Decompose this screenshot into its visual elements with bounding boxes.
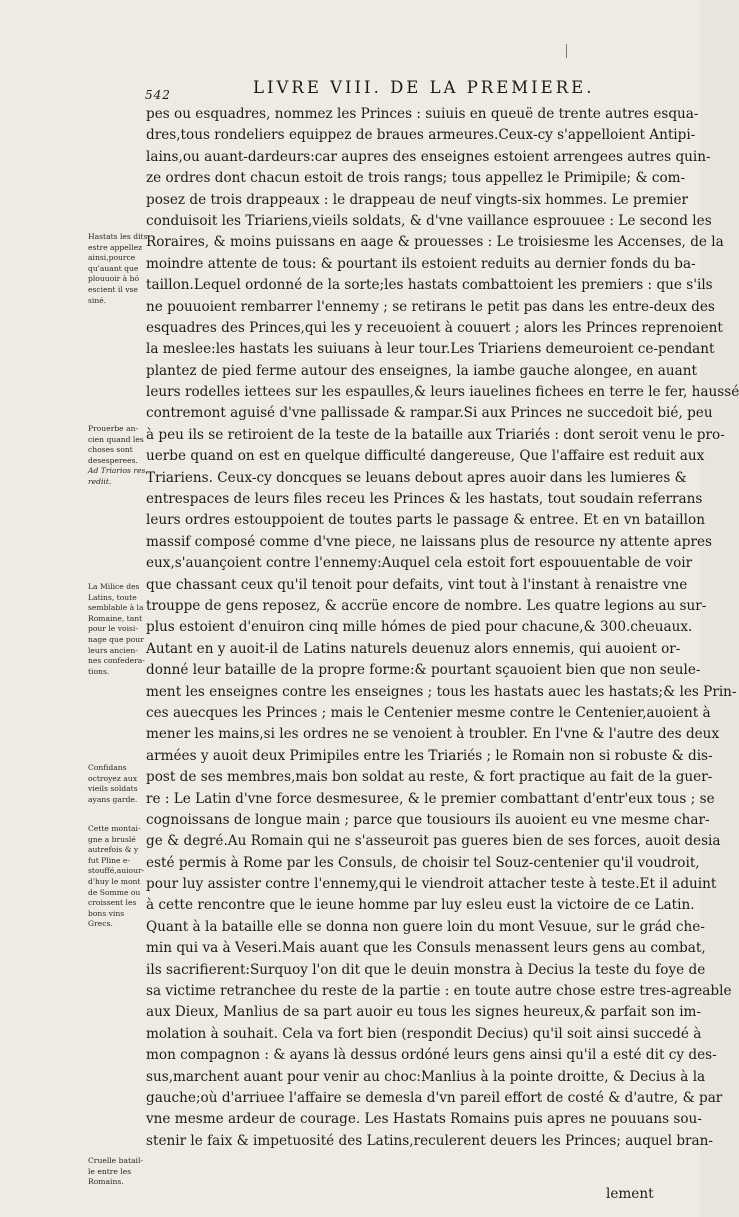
margin-note-bataille [88, 1156, 143, 1188]
margin-line: Romaine, tant [88, 613, 143, 623]
text-line: re : Le Latin d'vne force desmesuree, & le premier combattant d'entr'eux tous ; se [146, 790, 715, 807]
margin-line: estre appellez [88, 242, 143, 252]
margin-line: octroyez aux [88, 773, 137, 783]
margin-line: Hastats les dits [88, 232, 148, 241]
margin-line: d'huy le mont [88, 876, 141, 886]
margin-note-proverbe [88, 424, 145, 488]
margin-line: pour le voisi- [88, 624, 138, 634]
margin-note-confidans [88, 763, 138, 805]
text-line: gauche;où d'arriuee l'affaire se demesla d'vn pareil effort de costé & d'autre, & par [146, 1089, 723, 1106]
margin-line: fut Pline e- [88, 855, 130, 865]
text-line: à cette rencontre que le ieune homme par luy esleu eust la victoire de ce Latin. [146, 897, 695, 914]
text-line: moindre attente de tous: & pourtant ils estoient reduits au dernier fonds du ba- [146, 255, 696, 272]
text-line: ils sacrifierent:Surquoy l'on dit que le deuin monstra à Decius la teste du foye de [146, 961, 706, 978]
text-line: posez de trois drappeaux : le drappeau de neuf vingts-six hommes. Le premier [146, 191, 688, 208]
margin-line: cien quand les [88, 434, 144, 444]
margin-line: le entre les [88, 1166, 132, 1176]
text-line: leurs ordres estouppoient de toutes parts le passage & entree. Et en vn bataillon [146, 512, 705, 529]
running-header [145, 78, 655, 102]
text-line: stenir le faix & impetuosité des Latins,reculerent deuers les Princes; auquel bran- [146, 1132, 713, 1149]
margin-line: croissent les [88, 898, 137, 908]
text-line: contremont aguisé d'vne pallissade & rampar.Si aux Princes ne succedoit bié, peu [146, 405, 713, 422]
margin-line: semblable à la [88, 603, 144, 613]
margin-line: Romains. [88, 1177, 124, 1187]
text-line: ze ordres dont chacun estoit de trois rangs; tous appellez le Primipile; & com- [146, 170, 686, 187]
text-line: cognoissans de longue main ; parce que tousiours ils auoient eu vne mesme char- [146, 811, 710, 828]
margin-line: Ad Triarios res [88, 466, 146, 476]
text-line: ne pouuoient rembarrer l'ennemy ; se retirans le petit pas dans les entre-deux des [146, 298, 715, 315]
margin-line: Grecs. [88, 919, 113, 929]
text-line: ment les enseignes contre les enseignes ; tous les hastats auec les hastats;& les Prin- [146, 683, 737, 700]
text-line: à peu ils se retiroient de la teste de la bataille aux Triariés : dont seroit venu le pro- [146, 426, 725, 443]
margin-line: Confidans [88, 763, 127, 772]
text-line: massif composé comme d'vne piece, ne laissans plus de resource ny attente apres [146, 533, 713, 550]
text-line: Quant à la bataille elle se donna non guere loin du mont Vesuue, sur le grád che- [146, 918, 705, 935]
margin-line: vieils soldats [88, 784, 138, 794]
margin-line: La Milice des [88, 582, 140, 591]
catchword: lement [606, 1186, 654, 1202]
text-line: dres,tous rondeliers equippez de braues armeures.Ceux-cy s'appelloient Antipi- [146, 127, 696, 144]
margin-line: gne a bruslé [88, 834, 136, 844]
margin-note-montaigne [88, 824, 144, 930]
margin-line: nage que pour [88, 634, 144, 644]
text-line: lains,ou auant-dardeurs:car aupres des enseignes estoient arrengees autres quin- [146, 148, 711, 165]
main-text [146, 104, 739, 1152]
text-line: taillon.Lequel ordonné de la sorte;les hastats combattoient les premiers : que s'ils [146, 277, 713, 294]
text-line: plantez de pied ferme autour des enseignes, la iambe gauche alongee, en auant [146, 362, 697, 379]
text-line: min qui va à Veseri.Mais auant que les Consuls menassent leurs gens au combat, [146, 940, 706, 957]
text-line: pour luy assister contre l'ennemy,qui le viendroit attacher teste à teste.Et il aduint [146, 876, 717, 893]
text-line: donné leur bataille de la propre forme:& pourtant sçauoient bien que non seule- [146, 662, 701, 679]
text-line: plus estoient d'enuiron cinq mille hómes de pied pour chacune,& 300.cheuaux. [146, 619, 693, 636]
margin-line: ainsi,pource [88, 253, 136, 263]
text-line: ge & degré.Au Romain qui ne s'asseuroit pas gueres bien de ses forces, auoit desia [146, 833, 721, 850]
margin-line: rediit. [88, 476, 112, 486]
margin-note-milice [88, 582, 145, 677]
margin-note-hastats [88, 232, 147, 306]
text-line: molation à souhait. Cela va fort bien (respondit Decius) qu'il soit ainsi succedé à [146, 1025, 702, 1042]
margin-line: Cruelle batail- [88, 1156, 143, 1165]
text-line: esquadres des Princes,qui les y receuoient à couuert ; alors les Princes reprenoient [146, 319, 723, 336]
page-number: 542 [145, 88, 171, 102]
margin-line: Cette montai- [88, 824, 141, 833]
text-line: Autant en y auoit-il de Latins naturels deuenuz alors ennemis, qui auoient or- [146, 640, 681, 657]
margin-line: desesperees. [88, 455, 138, 465]
margin-line: qu'auant que [88, 263, 139, 273]
margin-line: leurs ancien- [88, 645, 138, 655]
running-title: LIVRE VIII. DE LA PREMIERE. [253, 78, 595, 97]
text-line: uerbe quand on est en quelque difficulté dangereuse, Que l'affaire est reduit aux [146, 448, 705, 465]
text-line: ces auecques les Princes ; mais le Centenier mesme contre le Centenier,auoient à [146, 704, 711, 721]
text-line: vne mesme ardeur de courage. Les Hastats Romains puis apres ne pouuans sou- [146, 1111, 702, 1128]
text-line: pes ou esquadres, nommez les Princes : suiuis en queuë de trente autres esqua- [146, 106, 699, 122]
text-line: mener les mains,si les ordres ne se venoient à troubler. En l'vne & l'autre des deux [146, 726, 720, 743]
text-line: sus,marchent auant pour venir au choc:Manlius à la pointe droitte, & Decius à la [146, 1068, 706, 1085]
margin-line: ayans garde. [88, 794, 138, 804]
text-line: que chassant ceux qu'il tenoit pour defaits, vint tout à l'instant à renaistre vne [146, 576, 688, 593]
text-line: la meslee:les hastats les suiuans à leur tour.Les Triariens demeuroient ce-pendant [146, 341, 715, 358]
margin-line: nes confedera- [88, 656, 145, 666]
text-line: aux Dieux, Manlius de sa part auoir eu tous les signes heureux,& parfait son im- [146, 1004, 702, 1021]
text-line: mon compagnon : & ayans là dessus ordóné leurs gens ainsi qu'il a esté dit cy des- [146, 1047, 717, 1064]
margin-line: choses sont [88, 445, 133, 455]
text-line: armées y auoit deux Primipiles entre les Triariés ; le Romain non si robuste & dis- [146, 747, 713, 764]
text-line: trouppe de gens reposez, & accrüe encore de nombre. Les quatre legions au sur- [146, 597, 707, 614]
text-line: entrespaces de leurs files receu les Princes & les hastats, tout soudain referrans [146, 491, 703, 508]
margin-line: bons vins [88, 908, 125, 918]
margin-line: plouuoir à bó [88, 274, 140, 284]
text-line: Triariens. Ceux-cy doncques se leuans debout apres auoir dans les lumieres & [146, 469, 687, 486]
margin-line: autrefois & y [88, 845, 139, 855]
margin-line: escient il vse [88, 284, 138, 294]
text-line: esté permis à Rome par les Consuls, de choisir tel Souz-centenier qu'il voudroit, [146, 854, 700, 871]
margin-line: Latins, toute [88, 592, 137, 602]
margin-line: siné. [88, 295, 107, 305]
margin-line: de Somme ou [88, 887, 141, 897]
gutter-mark [566, 44, 567, 58]
text-line: sa victime retranchee du reste de la partie : en toute autre chose estre tres-agreable [146, 983, 732, 1000]
text-line: leurs rodelles iettees sur les espaulles,& leurs iauelines fichees en terre le fer, haussé [146, 384, 739, 401]
margin-line: tions. [88, 666, 110, 676]
text-line: Roraires, & moins puissans en aage & prouesses : Le troisiesme les Accenses, de la [146, 234, 724, 251]
text-line: post de ses membres,mais bon soldat au reste, & fort practique au fait de la guer- [146, 769, 713, 786]
margin-line: Prouerbe an- [88, 424, 139, 433]
text-line: eux,s'auançoient contre l'ennemy:Auquel cela estoit fort espouuentable de voir [146, 555, 693, 572]
margin-line: stouffé,auiour- [88, 866, 145, 876]
text-line: conduisoit les Triariens,vieils soldats, & d'vne vaillance esprouuee : Le second les [146, 212, 712, 229]
